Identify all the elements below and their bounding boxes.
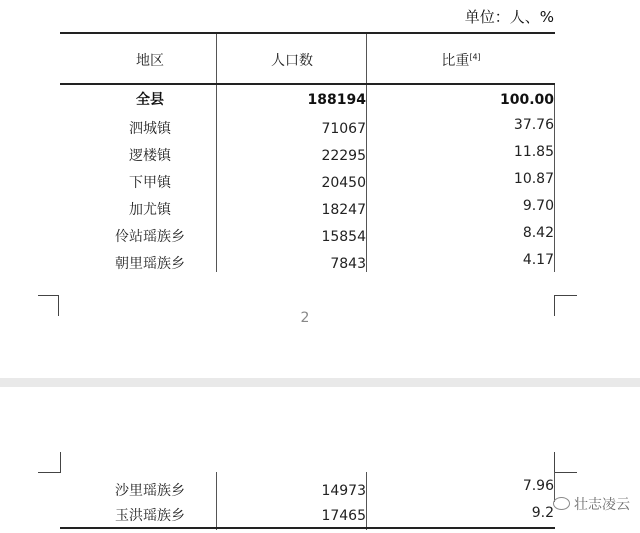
cell-population: 7843	[330, 256, 366, 272]
column-divider-1-page-2	[216, 472, 217, 530]
cell-population: 17465	[321, 508, 366, 524]
cell-region: 玉洪瑶族乡	[115, 508, 185, 524]
cell-share: 4.17	[522, 252, 554, 268]
header-population: 人口数	[271, 53, 313, 69]
wechat-icon	[553, 497, 570, 510]
page-gap	[0, 378, 640, 387]
cell-share: 7.96	[522, 478, 554, 494]
crop-mark-bottom-right	[554, 452, 577, 473]
cell-share: 100.00	[499, 92, 554, 108]
column-divider-3	[554, 84, 555, 272]
column-divider-2-page-2	[366, 472, 367, 530]
table-bottom-rule	[60, 527, 555, 529]
cell-region: 泗城镇	[129, 121, 171, 137]
cell-share: 9.2	[531, 505, 554, 521]
cell-population: 71067	[321, 121, 366, 137]
cell-share: 8.42	[522, 225, 554, 241]
cell-region: 伶站瑶族乡	[115, 229, 185, 245]
header-region: 地区	[136, 53, 164, 69]
cell-region: 全县	[136, 92, 164, 108]
column-divider-2	[366, 34, 367, 272]
header-share-footnote: [4]	[469, 52, 481, 62]
cell-region: 朝里瑶族乡	[115, 256, 185, 272]
table-top-rule	[60, 32, 555, 34]
cell-region: 沙里瑶族乡	[115, 483, 185, 499]
cell-population: 15854	[321, 229, 366, 245]
cell-population: 20450	[321, 175, 366, 191]
cell-region: 下甲镇	[129, 175, 171, 191]
column-divider-1	[216, 34, 217, 272]
page-number: 2	[300, 310, 310, 326]
cell-share: 37.76	[513, 117, 554, 133]
cell-region: 逻楼镇	[129, 148, 171, 164]
cell-share: 11.85	[513, 144, 554, 160]
cell-population: 14973	[321, 483, 366, 499]
cell-population: 18247	[321, 202, 366, 218]
cell-population: 188194	[307, 92, 366, 108]
header-share	[372, 50, 550, 70]
cell-share: 9.70	[522, 198, 554, 214]
crop-mark-bottom-left	[38, 452, 61, 473]
unit-label: 单位：人、%	[464, 8, 554, 26]
cell-share: 10.87	[513, 171, 554, 187]
header-bottom-rule	[60, 83, 555, 85]
cell-population: 22295	[321, 148, 366, 164]
watermark	[553, 494, 630, 514]
header-share-label: 比重	[441, 53, 470, 69]
cell-region: 加尤镇	[129, 202, 171, 218]
watermark-text: 壮志凌云	[574, 497, 630, 513]
